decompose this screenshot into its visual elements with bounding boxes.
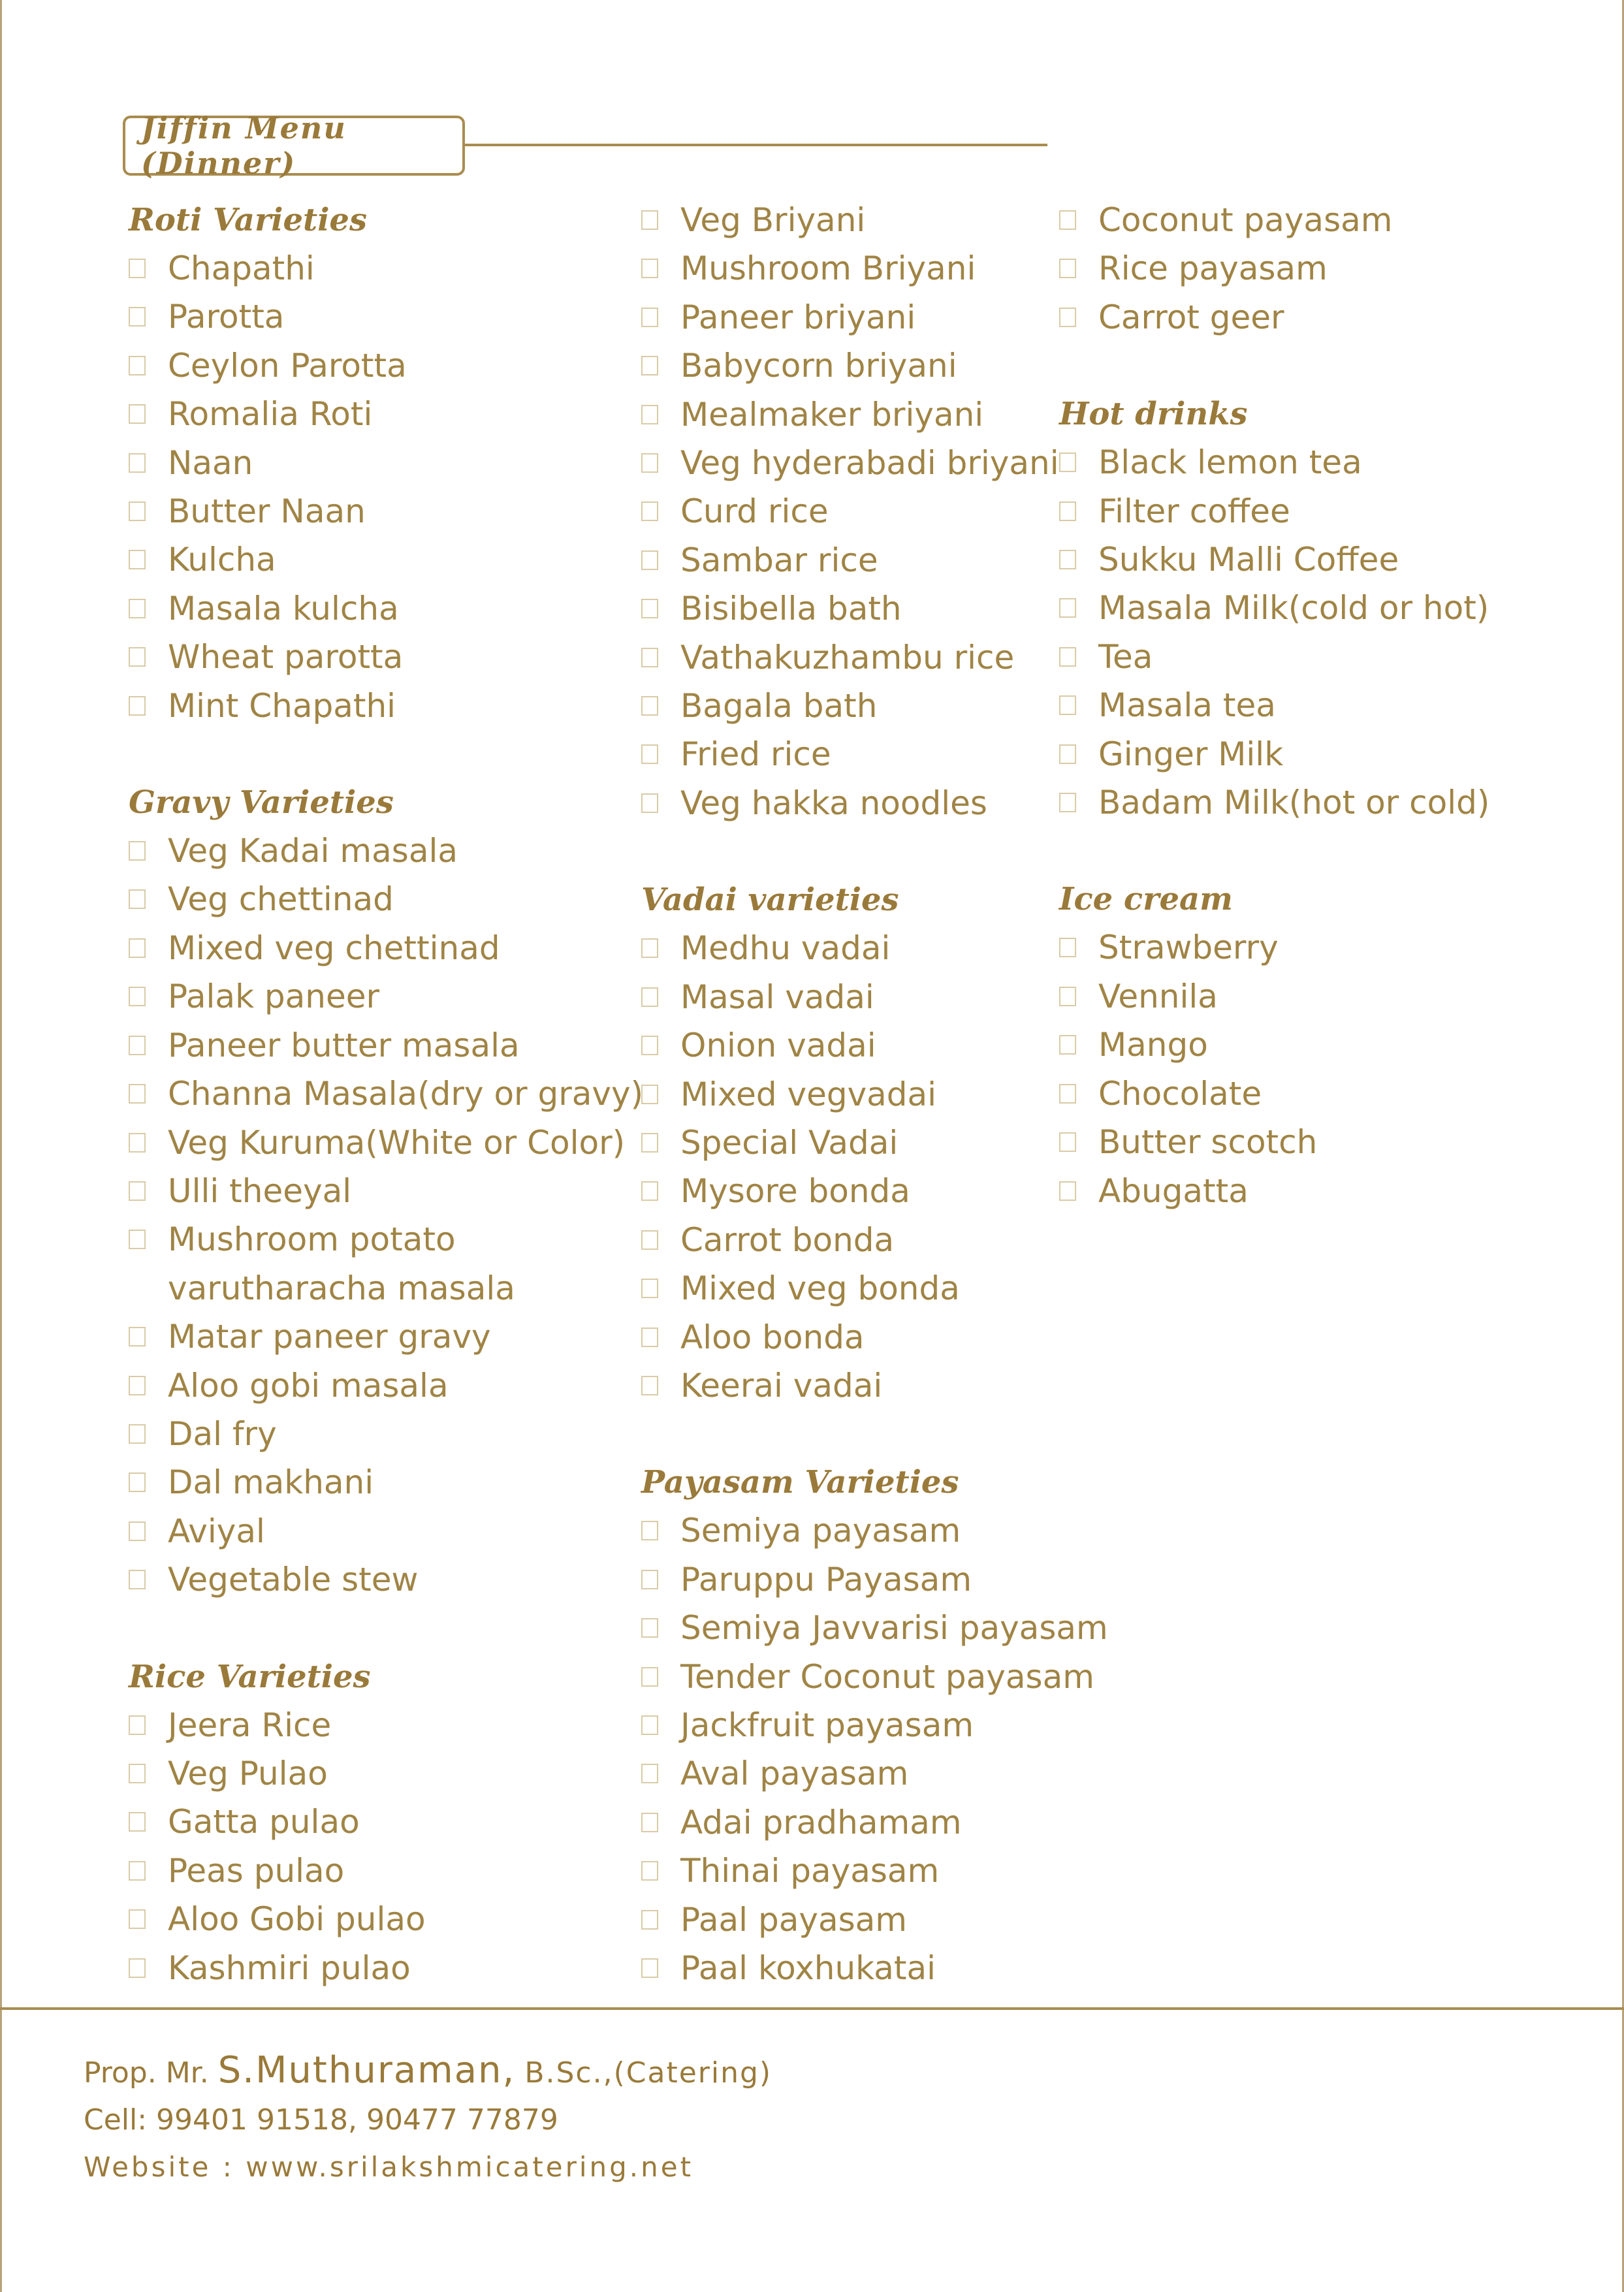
menu-item: [129, 1021, 612, 1070]
menu-item: [641, 633, 1059, 682]
checkbox-icon: [641, 1958, 658, 1978]
menu-item: [129, 439, 612, 487]
checkbox-icon: [641, 501, 658, 521]
menu-item-label: Semiya payasam: [680, 1512, 961, 1550]
checkbox-icon: [641, 987, 658, 1007]
menu-item: [1059, 196, 1516, 244]
menu-section: [1059, 875, 1516, 1215]
menu-item-label: Abugatta: [1098, 1171, 1249, 1210]
checkbox-icon: [641, 1085, 658, 1104]
checkbox-icon: [1059, 938, 1076, 957]
menu-item: [641, 1361, 1059, 1410]
menu-item: [1059, 1070, 1516, 1118]
menu-item-label: Vegetable stew: [168, 1561, 419, 1599]
menu-item-label: Masala kulcha: [168, 589, 399, 628]
menu-item-label: Sukku Malli Coffee: [1098, 541, 1399, 579]
menu-item-label: Tender Coconut payasam: [680, 1657, 1094, 1696]
checkbox-icon: [129, 1715, 146, 1735]
checkbox-icon: [1059, 550, 1076, 569]
menu-item-label: Veg hyderabadi briyani: [680, 444, 1059, 483]
checkbox-icon: [129, 1424, 146, 1444]
menu-item: [641, 1506, 1059, 1555]
menu-item-label: Veg hakka noodles: [680, 784, 987, 822]
checkbox-icon: [129, 1376, 146, 1395]
checkbox-icon: [1059, 647, 1076, 667]
menu-item-label: Black lemon tea: [1098, 443, 1362, 482]
menu-item-label: Masala tea: [1098, 686, 1276, 725]
checkbox-icon: [1059, 1035, 1076, 1055]
checkbox-icon: [641, 648, 658, 667]
checkbox-icon: [1059, 308, 1076, 327]
menu-item: [1059, 1021, 1516, 1069]
menu-item: [1059, 1167, 1516, 1215]
menu-item-label: Vennila: [1098, 977, 1218, 1015]
menu-item-label: Babycorn briyani: [680, 347, 957, 385]
menu-item-label: Rice payasam: [1098, 249, 1328, 288]
checkbox-icon: [641, 1861, 658, 1881]
checkbox-icon: [129, 550, 146, 569]
menu-item: [641, 1847, 1059, 1895]
checkbox-icon: [129, 1327, 146, 1346]
checkbox-icon: [641, 1813, 658, 1832]
checkbox-icon: [641, 1715, 658, 1735]
menu-item: [1059, 244, 1516, 293]
checkbox-icon: [641, 1181, 658, 1201]
menu-item-label: Dal makhani: [168, 1463, 374, 1502]
menu-item: [641, 682, 1059, 730]
menu-item: [1059, 778, 1516, 827]
menu-item-label: Masala Milk(cold or hot): [1098, 589, 1489, 628]
title-box: [123, 110, 465, 181]
menu-item: [129, 1215, 612, 1313]
menu-item: [129, 1847, 612, 1895]
footer-rule: [0, 2007, 1624, 2010]
checkbox-icon: [641, 1570, 658, 1589]
checkbox-icon: [129, 1521, 146, 1541]
section-heading: Rice Varieties: [129, 1658, 371, 1695]
menu-section: [641, 196, 1059, 827]
menu-item-label: Wheat parotta: [168, 638, 404, 676]
menu-item: [1059, 633, 1516, 681]
menu-item-label: Adai pradhamam: [680, 1803, 962, 1841]
menu-item-label: Bisibella bath: [680, 590, 902, 628]
menu-item: [641, 1944, 1059, 1992]
footer: [84, 2047, 772, 2191]
checkbox-icon: [641, 550, 658, 570]
checkbox-icon: [1059, 1084, 1076, 1104]
menu-item: [641, 973, 1059, 1021]
menu-item: [641, 924, 1059, 972]
menu-item: [641, 1264, 1059, 1313]
menu-item: [129, 487, 612, 535]
menu-item: [129, 1410, 612, 1458]
menu-item-label: Badam Milk(hot or cold): [1098, 784, 1490, 822]
menu-column-1: [129, 196, 644, 1992]
menu-section: [641, 1458, 1108, 1992]
menu-item: [129, 584, 612, 633]
menu-item: [641, 1313, 1059, 1361]
menu-item: [641, 487, 1059, 535]
menu-item: [1059, 487, 1516, 535]
menu-item: [129, 1798, 612, 1846]
menu-item-label: Chapathi: [168, 249, 315, 287]
menu-item: [641, 196, 1059, 244]
menu-item: [641, 779, 1059, 827]
checkbox-icon: [129, 889, 146, 909]
menu-item: [129, 682, 612, 730]
menu-item-label: Romalia Roti: [168, 395, 373, 434]
menu-item-label: Parotta: [168, 298, 285, 336]
menu-item-label: Semiya Javvarisi payasam: [680, 1609, 1108, 1647]
menu-item-label: Veg Kuruma(White or Color): [168, 1123, 626, 1162]
section-heading: Vadai varieties: [641, 882, 899, 919]
menu-item-label: Veg Kadai masala: [168, 832, 458, 870]
menu-item: [641, 244, 1059, 293]
checkbox-icon: [129, 1230, 146, 1249]
menu-item-label: Kulcha: [168, 541, 276, 579]
menu-item-label: Mushroom potato varutharacha masala: [168, 1220, 515, 1307]
menu-item-label: Paruppu Payasam: [680, 1560, 972, 1599]
menu-item-label: Aloo gobi masala: [168, 1366, 449, 1405]
menu-column-3: [1059, 196, 1516, 1215]
menu-item-label: Ceylon Parotta: [168, 346, 407, 385]
checkbox-icon: [1059, 744, 1076, 764]
menu-item: [641, 1653, 1094, 1701]
checkbox-icon: [129, 1958, 146, 1978]
checkbox-icon: [641, 453, 658, 473]
checkbox-icon: [129, 1181, 146, 1201]
menu-item: [641, 536, 1059, 584]
menu-item: [129, 1361, 612, 1410]
checkbox-icon: [641, 1667, 658, 1687]
menu-section: [1059, 390, 1516, 827]
menu-item-label: Vathakuzhambu rice: [680, 638, 1015, 676]
checkbox-icon: [129, 987, 146, 1006]
menu-item: [1059, 438, 1516, 486]
menu-item: [129, 1507, 612, 1555]
checkbox-icon: [641, 744, 658, 764]
menu-item-label: Dal fry: [168, 1414, 277, 1453]
menu-item-label: Thinai payasam: [680, 1852, 940, 1890]
menu-item: [1059, 584, 1516, 632]
menu-item-label: Coconut payasam: [1098, 201, 1393, 239]
checkbox-icon: [129, 1861, 146, 1881]
checkbox-icon: [1059, 1132, 1076, 1152]
menu-item: [129, 633, 612, 681]
menu-item: [129, 1313, 612, 1361]
menu-item: [129, 1944, 612, 1992]
menu-item: [129, 827, 612, 875]
checkbox-icon: [129, 404, 146, 424]
menu-item-label: Mint Chapathi: [168, 686, 396, 725]
checkbox-icon: [641, 1618, 658, 1638]
menu-item-label: Butter scotch: [1098, 1123, 1318, 1162]
menu-item-label: Carrot geer: [1098, 298, 1284, 336]
menu-item-label: Aviyal: [168, 1512, 265, 1550]
menu-item: [1059, 681, 1516, 729]
menu-item-label: Aval payasam: [680, 1755, 909, 1793]
checkbox-icon: [129, 696, 146, 716]
menu-item: [129, 1749, 612, 1798]
menu-item-label: Paneer briyani: [680, 298, 916, 336]
checkbox-icon: [129, 1764, 146, 1783]
checkbox-icon: [1059, 793, 1076, 812]
menu-item-label: Special Vadai: [680, 1123, 899, 1162]
checkbox-icon: [1059, 598, 1076, 618]
menu-section: [129, 1653, 612, 1992]
menu-item: [641, 1604, 1108, 1652]
menu-item: [129, 535, 612, 584]
section-heading: Roti Varieties: [129, 202, 367, 238]
menu-item-label: Mango: [1098, 1026, 1208, 1064]
menu-item-label: Keerai vadai: [680, 1366, 883, 1405]
menu-item-label: Paal koxhukatai: [680, 1949, 936, 1987]
menu-item-label: Naan: [168, 443, 253, 482]
menu-item-label: Strawberry: [1098, 929, 1279, 967]
menu-item: [641, 1216, 1059, 1264]
menu-item-label: Kashmiri pulao: [168, 1949, 411, 1987]
menu-item-label: Veg chettinad: [168, 880, 394, 919]
menu-item-label: Bagala bath: [680, 687, 878, 725]
checkbox-icon: [1059, 210, 1076, 230]
checkbox-icon: [129, 938, 146, 958]
menu-item: [1059, 923, 1516, 972]
checkbox-icon: [129, 307, 146, 326]
menu-item: [641, 1701, 1059, 1749]
checkbox-icon: [641, 1279, 658, 1298]
menu-item-label: Palak paneer: [168, 978, 380, 1016]
checkbox-icon: [129, 1909, 146, 1929]
section-heading: Hot drinks: [1059, 396, 1248, 433]
menu-item-label: Peas pulao: [168, 1851, 345, 1890]
menu-item: [129, 1070, 644, 1118]
menu-item-label: Aloo bonda: [680, 1318, 865, 1356]
menu-item: [129, 972, 612, 1021]
section-heading: Gravy Varieties: [129, 784, 394, 821]
section-heading: Ice cream: [1059, 881, 1233, 918]
checkbox-icon: [129, 259, 146, 278]
menu-item-label: Mealmaker briyani: [680, 395, 984, 434]
menu-item: [641, 293, 1059, 342]
checkbox-icon: [641, 356, 658, 375]
menu-item-label: Mixed veg chettinad: [168, 929, 500, 967]
menu-item: [129, 1458, 612, 1506]
menu-item-label: Mixed vegvadai: [680, 1075, 937, 1113]
menu-item: [129, 1701, 612, 1749]
menu-item-label: Butter Naan: [168, 492, 366, 531]
checkbox-icon: [129, 1570, 146, 1589]
menu-item: [641, 1021, 1059, 1070]
checkbox-icon: [129, 1084, 146, 1104]
menu-item: [1059, 293, 1516, 342]
menu-item-label: Fried rice: [680, 735, 831, 774]
menu-item: [641, 439, 1059, 487]
menu-item: [1059, 535, 1516, 584]
menu-item: [1059, 730, 1516, 778]
menu-item: [1059, 972, 1516, 1021]
checkbox-icon: [129, 599, 146, 618]
menu-item-label: Mixed veg bonda: [680, 1269, 960, 1308]
menu-item: [129, 1895, 612, 1943]
menu-item-label: Jackfruit payasam: [680, 1706, 974, 1744]
menu-item-label: Paal payasam: [680, 1900, 907, 1939]
menu-item-label: Paneer butter masala: [168, 1026, 520, 1064]
footer-cell: Cell: 99401 91518, 90477 77879: [84, 2103, 558, 2137]
checkbox-icon: [641, 793, 658, 813]
page-border-left: [0, 0, 2, 2292]
section-heading: Payasam Varieties: [641, 1464, 959, 1501]
checkbox-icon: [641, 1328, 658, 1347]
menu-section: [129, 196, 612, 730]
menu-item-label: Mushroom Briyani: [680, 249, 976, 288]
menu-item: [129, 875, 612, 923]
menu-item: [129, 293, 612, 341]
menu-item-label: Medhu vadai: [680, 929, 891, 968]
menu-item-label: Tea: [1098, 637, 1153, 676]
checkbox-icon: [129, 1812, 146, 1832]
checkbox-icon: [129, 1133, 146, 1153]
menu-item: [129, 924, 612, 972]
menu-item: [1059, 1118, 1516, 1166]
checkbox-icon: [1059, 1181, 1076, 1201]
title-rule: [465, 144, 1047, 146]
checkbox-icon: [641, 1764, 658, 1783]
menu-item-label: Onion vadai: [680, 1027, 876, 1065]
checkbox-icon: [641, 1036, 658, 1055]
menu-item-label: Matar paneer gravy: [168, 1318, 491, 1356]
checkbox-icon: [641, 1910, 658, 1930]
checkbox-icon: [1059, 259, 1076, 278]
checkbox-icon: [641, 405, 658, 424]
menu-section: [641, 876, 1059, 1410]
menu-item-label: Filter coffee: [1098, 492, 1290, 530]
checkbox-icon: [1059, 453, 1076, 472]
menu-item-label: Jeera Rice: [168, 1706, 332, 1744]
footer-degree: B.Sc.,(Catering): [524, 2056, 772, 2090]
menu-item-label: Chocolate: [1098, 1074, 1262, 1113]
menu-item: [641, 730, 1059, 778]
menu-item-label: Sambar rice: [680, 541, 878, 579]
menu-column-2: [641, 196, 1108, 1992]
menu-item-label: Veg Briyani: [680, 201, 866, 239]
checkbox-icon: [641, 210, 658, 230]
checkbox-icon: [129, 1036, 146, 1055]
checkbox-icon: [641, 696, 658, 716]
menu-item: [641, 1749, 1059, 1798]
menu-item-label: Mysore bonda: [680, 1172, 910, 1211]
menu-item: [641, 584, 1059, 633]
checkbox-icon: [129, 647, 146, 667]
menu-item: [129, 1555, 612, 1604]
checkbox-icon: [641, 599, 658, 618]
checkbox-icon: [641, 1230, 658, 1250]
menu-item: [641, 1896, 1059, 1944]
checkbox-icon: [129, 1472, 146, 1492]
menu-item-label: Curd rice: [680, 492, 829, 531]
checkbox-icon: [641, 308, 658, 327]
checkbox-icon: [641, 1133, 658, 1153]
menu-item-label: Channa Masala(dry or gravy): [168, 1075, 644, 1113]
checkbox-icon: [641, 1521, 658, 1540]
footer-proprietor: [84, 2047, 772, 2097]
checkbox-icon: [1059, 695, 1076, 715]
checkbox-icon: [641, 259, 658, 278]
menu-item: [129, 342, 612, 390]
menu-section: [129, 778, 644, 1604]
menu-item: [641, 390, 1059, 439]
menu-section: [1059, 196, 1516, 342]
menu-item: [129, 390, 612, 438]
checkbox-icon: [129, 501, 146, 521]
menu-item-label: Ulli theeyal: [168, 1171, 352, 1210]
footer-prop-prefix: Prop. Mr.: [84, 2056, 209, 2090]
checkbox-icon: [129, 453, 146, 473]
menu-item-label: Veg Pulao: [168, 1754, 328, 1792]
menu-item: [641, 1119, 1059, 1167]
checkbox-icon: [641, 938, 658, 958]
menu-item: [641, 1555, 1059, 1604]
checkbox-icon: [129, 841, 146, 861]
menu-item-label: Aloo Gobi pulao: [168, 1900, 426, 1939]
checkbox-icon: [129, 356, 146, 375]
checkbox-icon: [641, 1376, 658, 1395]
menu-item-label: Carrot bonda: [680, 1220, 895, 1259]
menu-item-label: Ginger Milk: [1098, 735, 1284, 773]
checkbox-icon: [1059, 987, 1076, 1006]
checkbox-icon: [1059, 501, 1076, 521]
footer-name: S.Muthuraman,: [217, 2049, 516, 2092]
menu-item: [129, 1119, 626, 1167]
menu-item: [641, 1798, 1059, 1847]
menu-item-label: Gatta pulao: [168, 1803, 360, 1841]
footer-website: Website : www.srilakshmicatering.net: [84, 2151, 694, 2183]
menu-item-label: Masal vadai: [680, 978, 874, 1016]
menu-item: [641, 1167, 1059, 1215]
menu-item: [641, 342, 1059, 390]
menu-item: [129, 1167, 612, 1215]
menu-item: [129, 244, 612, 293]
menu-item: [641, 1070, 1059, 1119]
page-title: Jiffin Menu (Dinner): [141, 110, 347, 181]
